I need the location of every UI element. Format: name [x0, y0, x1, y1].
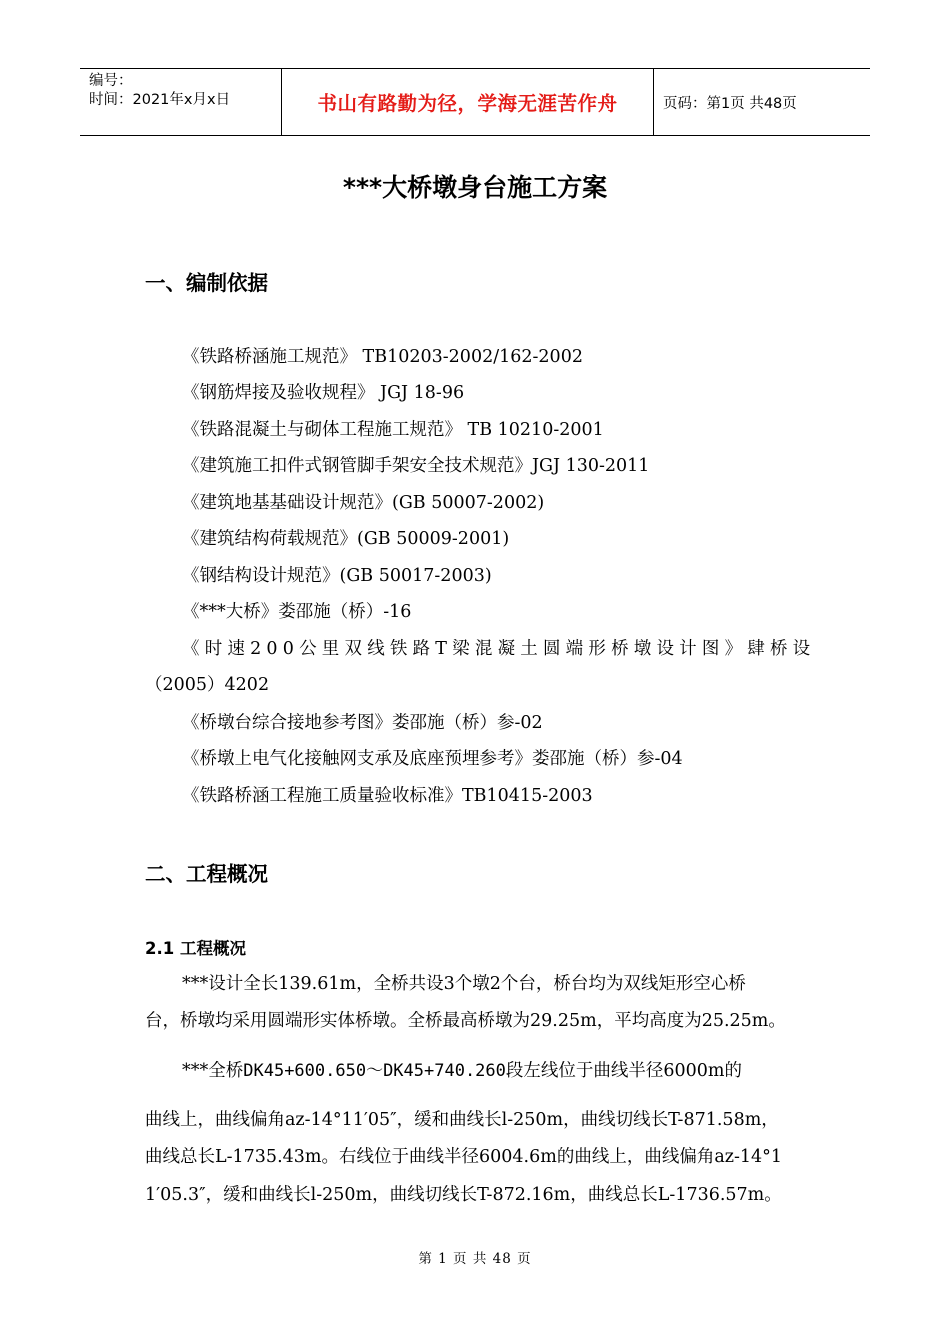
paragraph-line: [145, 1056, 810, 1082]
reference-wrapped-line-2: （2005）4202: [145, 675, 270, 695]
page-footer: 第 1 页 共 48 页: [418, 1251, 532, 1267]
document-title: ***大桥墩身台施工方案: [342, 173, 608, 202]
header-page-info: 页码：第1页 共48页: [663, 95, 797, 112]
reference-item: 《铁路桥涵施工规范》 TB10203-2002/162-2002: [182, 347, 583, 367]
paragraph-line: 曲线总长L-1735.43m。右线位于曲线半径6004.6m的曲线上，曲线偏角az-14°1: [145, 1147, 783, 1167]
section-heading-basis: 一、编制依据: [145, 271, 268, 295]
paragraph-line: ***设计全长139.61m，全桥共设3个墩2个台，桥台均为双线矩形空心桥: [182, 974, 746, 994]
document-date-label: 时间：2021年x月x日: [89, 92, 231, 108]
subsection-heading: 2.1 工程概况: [145, 939, 246, 958]
header-page-cell: [654, 69, 870, 135]
reference-item: 《建筑施工扣件式钢管脚手架安全技术规范》JGJ 130-2011: [182, 456, 650, 476]
paragraph-text: 段左线位于曲线半径6000m的: [505, 1061, 743, 1081]
document-number-label: 编号：: [89, 73, 133, 89]
paragraph-line: 曲线上，曲线偏角az-14°11′05″，缓和曲线长l-250m，曲线切线长T-871.58m，: [145, 1110, 779, 1130]
section-heading-overview: 二、工程概况: [145, 862, 268, 886]
reference-item: 《铁路桥涵工程施工质量验收标准》TB10415-2003: [182, 786, 593, 806]
header-motto-cell: [281, 69, 654, 135]
header-left-cell: [80, 69, 281, 135]
header-motto: 书山有路勤为径，学海无涯苦作舟: [317, 92, 618, 115]
reference-wrapped-line-1: 《时速200公里双线铁路T梁混凝土圆端形桥墩设计图》肆桥设: [182, 639, 816, 659]
paragraph-line: 1′05.3″，缓和曲线长l-250m，曲线切线长T-872.16m，曲线总长L-1736.57m。: [145, 1185, 782, 1205]
reference-item: 《桥墩台综合接地参考图》娄邵施（桥）参-02: [182, 713, 543, 733]
paragraph-line: 台，桥墩均采用圆端形实体桥墩。全桥最高桥墩为29.25m，平均高度为25.25m。: [145, 1011, 786, 1031]
reference-item: 《建筑结构荷载规范》(GB 50009-2001): [182, 529, 510, 549]
mileage-range: DK45+600.650～DK45+740.260: [243, 1061, 506, 1081]
reference-item: 《***大桥》娄邵施（桥）-16: [182, 602, 412, 622]
reference-item-wrapped: [145, 635, 816, 696]
header-table: [80, 68, 870, 136]
paragraph-text: ***全桥: [182, 1061, 244, 1081]
reference-item: 《钢结构设计规范》(GB 50017-2003): [182, 566, 492, 586]
reference-item: 《铁路混凝土与砌体工程施工规范》 TB 10210-2001: [182, 420, 604, 440]
reference-item: 《建筑地基基础设计规范》(GB 50007-2002): [182, 493, 545, 513]
reference-item: 《钢筋焊接及验收规程》 JGJ 18-96: [182, 383, 465, 403]
reference-item: 《桥墩上电气化接触网支承及底座预埋参考》娄邵施（桥）参-04: [182, 749, 683, 769]
